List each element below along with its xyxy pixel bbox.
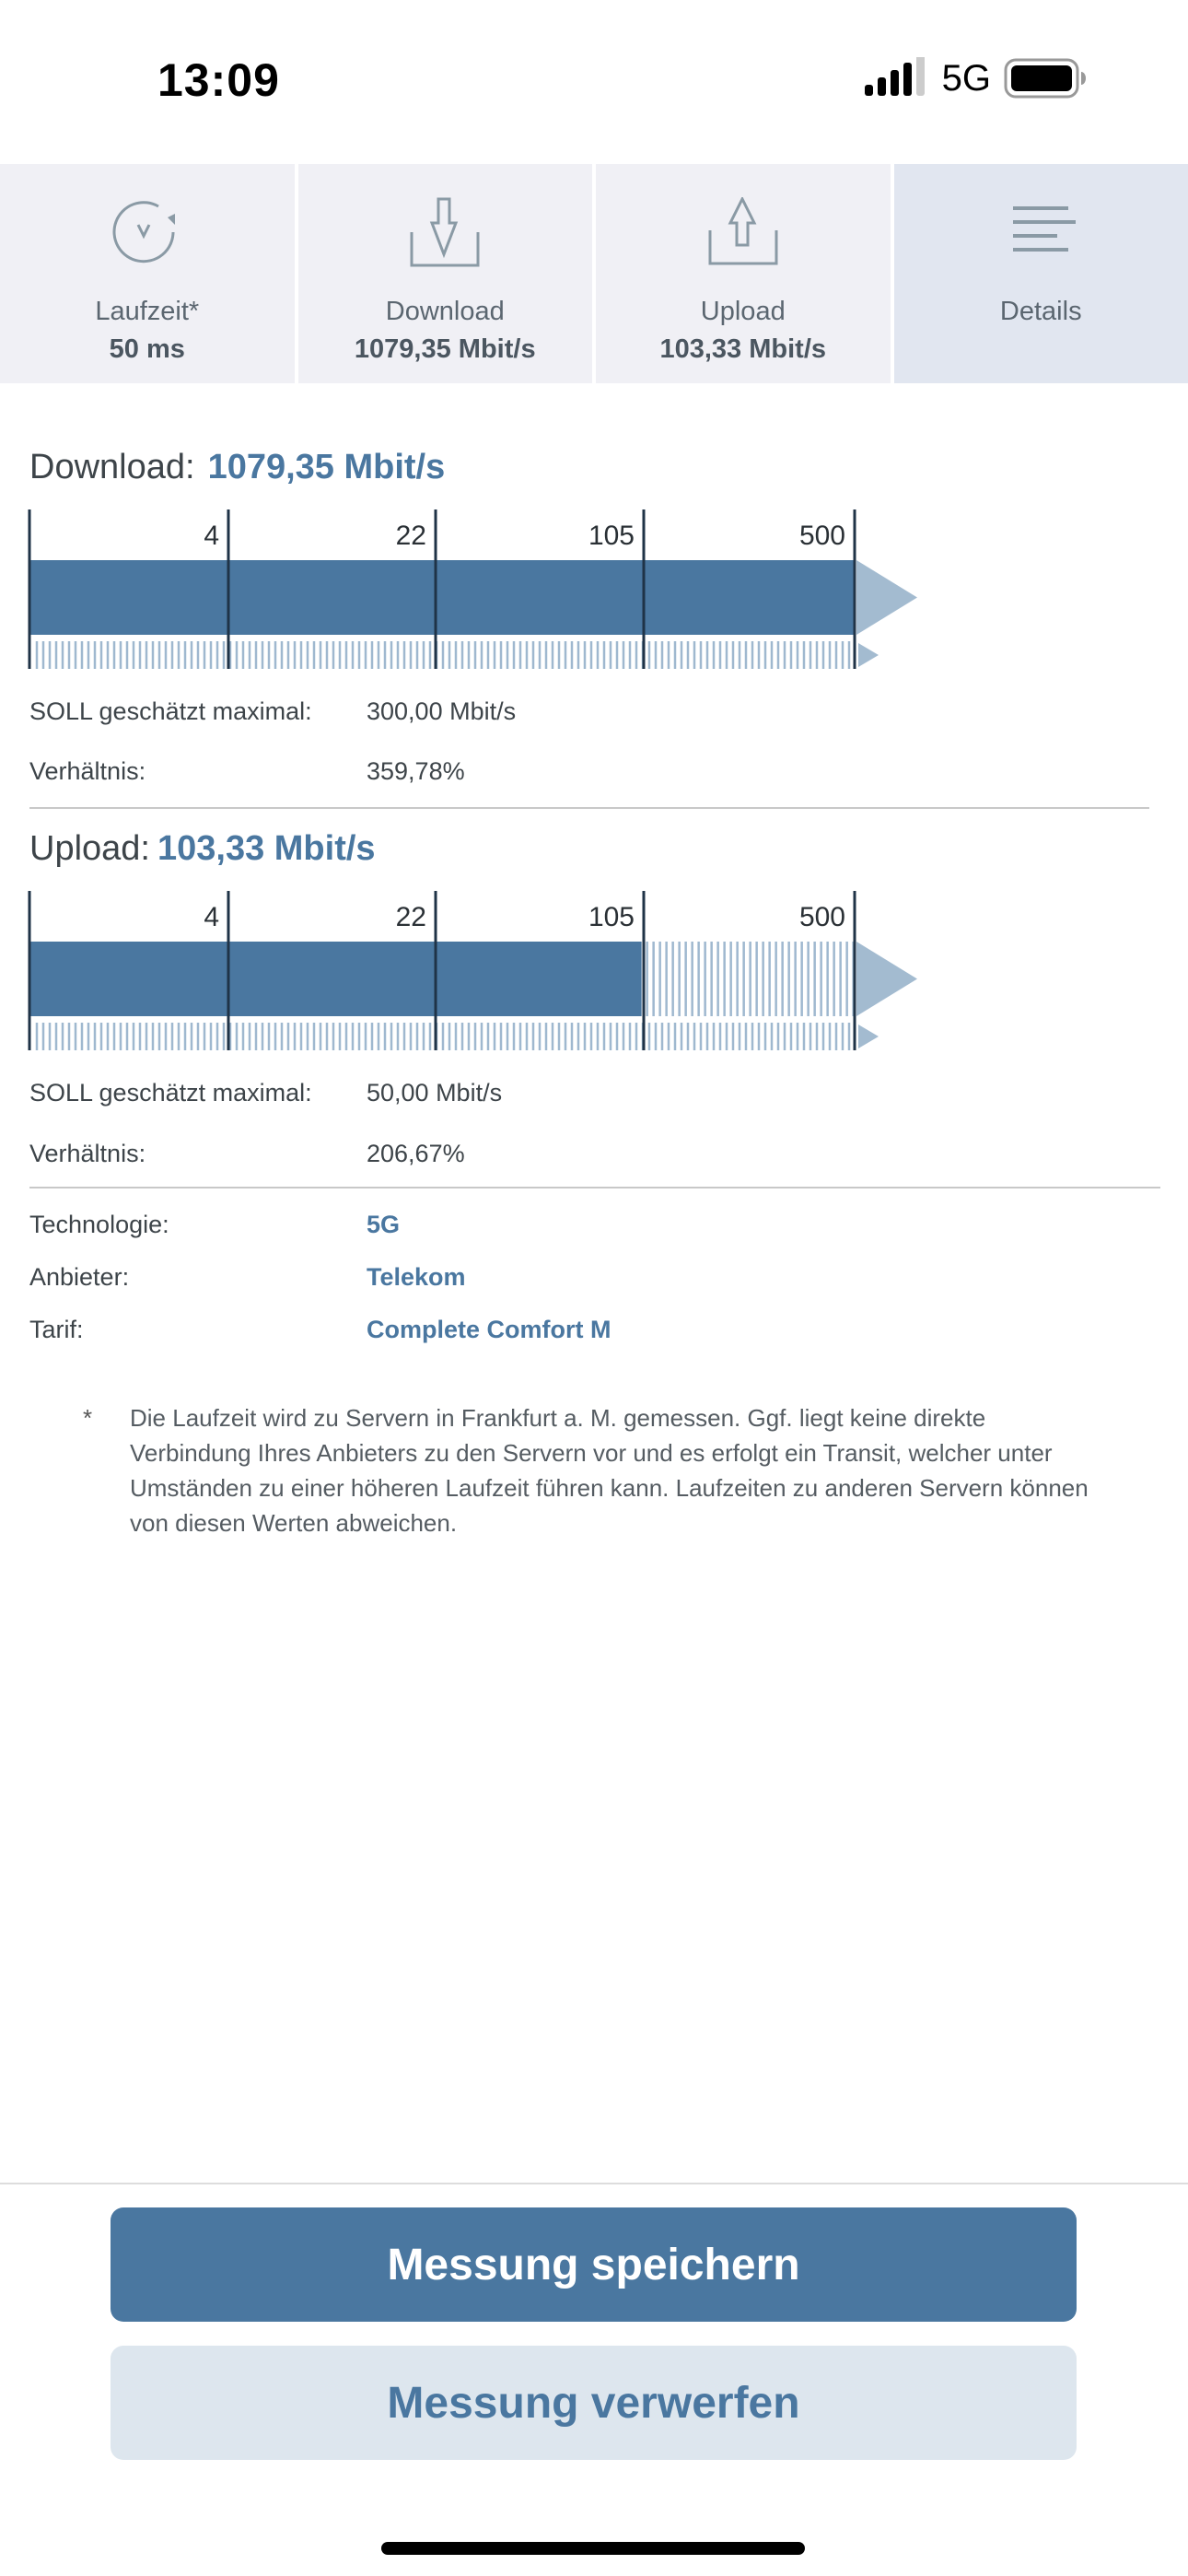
gauge-arrow [856,942,917,1016]
footnote-marker: * [83,1404,93,1432]
download-ratio-label: Verhältnis: [29,757,146,785]
upload-value: 103,33 Mbit/s [157,829,376,868]
tariff-value: Complete Comfort M [367,1316,611,1343]
download-ratio-value: 359,78% [367,757,465,785]
network-type: 5G [941,57,991,99]
tab-value: 103,33 Mbit/s [659,334,827,364]
gauge-tick-label: 4 [204,521,219,551]
download-value: 1079,35 Mbit/s [207,448,446,486]
discard-measurement-button[interactable]: Messung verwerfen [111,2346,1077,2460]
tab-label: Details [999,297,1082,326]
gauge-tick-label: 500 [798,521,845,551]
signal-bar [916,57,925,96]
technology-value: 5G [367,1211,401,1238]
upload-title-label: Upload: [29,829,150,868]
gauge-tick-label: 105 [588,521,635,551]
provider-value: Telekom [367,1263,466,1291]
download-icon [399,197,491,271]
gauge-arrow [856,560,917,635]
signal-bar [891,70,899,96]
bottom-divider [0,2183,1188,2184]
gauge-tick-label: 500 [798,902,845,932]
tab-upload[interactable] [596,164,891,383]
save-measurement-button[interactable]: Messung speichern [111,2207,1077,2322]
upload-ratio-value: 206,67% [367,1140,465,1167]
upload-ratio-label: Verhältnis: [29,1140,146,1167]
tab-label: Upload [700,297,786,326]
upload-title [29,829,376,869]
battery-icon [1004,58,1087,99]
download-title-label: Download: [29,448,195,486]
tab-value: 1079,35 Mbit/s [354,334,536,364]
tab-details[interactable] [894,164,1188,383]
download-soll-value: 300,00 Mbit/s [367,697,517,725]
tab-bar [0,164,1188,383]
technology-label: Technologie: [29,1211,169,1238]
gauge-fill-bar [29,560,855,635]
upload-soll-value: 50,00 Mbit/s [367,1079,503,1107]
status-time: 13:09 [157,54,280,106]
upload-gauge [0,884,1188,1059]
signal-bar [903,63,912,96]
tab-value: 50 ms [109,334,185,364]
list-icon [995,197,1087,271]
divider [29,807,1149,809]
gauge-scale-arrow [858,1025,879,1048]
gauge-tick-label: 105 [588,902,635,932]
divider [29,1187,1160,1188]
gauge-fill-bar [29,942,642,1016]
signal-bar [878,77,886,96]
signal-icon [865,57,929,100]
tab-label: Download [385,297,505,326]
upload-soll-label: SOLL geschätzt maximal: [29,1079,312,1107]
home-indicator[interactable] [381,2542,805,2555]
gauge-tick-label: 22 [395,902,426,932]
timer-icon [101,197,193,271]
status-icons [865,57,1087,100]
download-gauge [0,502,1188,677]
provider-label: Anbieter: [29,1263,130,1291]
download-soll-label: SOLL geschätzt maximal: [29,697,312,725]
upload-icon [697,197,789,271]
signal-bar [865,85,873,96]
tab-laufzeit[interactable] [0,164,295,383]
footnote-text: Die Laufzeit wird zu Servern in Frankfurt a. M. gemessen. Ggf. liegt keine direkte Verbindung Ihres Anbieters zu den Servern vor und es erfolgt ein Transit, welcher unter Umständen zu einer höheren Laufzeit führen kann. Laufzeiten zu anderen Servern können von diesen Werten abweichen. [130,1404,1089,1537]
tab-label: Laufzeit* [95,297,200,326]
download-title [29,448,445,487]
gauge-scale-arrow [858,643,879,667]
gauge-tick-label: 22 [395,521,426,551]
gauge-tick-label: 4 [204,902,219,932]
tariff-label: Tarif: [29,1316,84,1343]
tab-download[interactable] [298,164,593,383]
